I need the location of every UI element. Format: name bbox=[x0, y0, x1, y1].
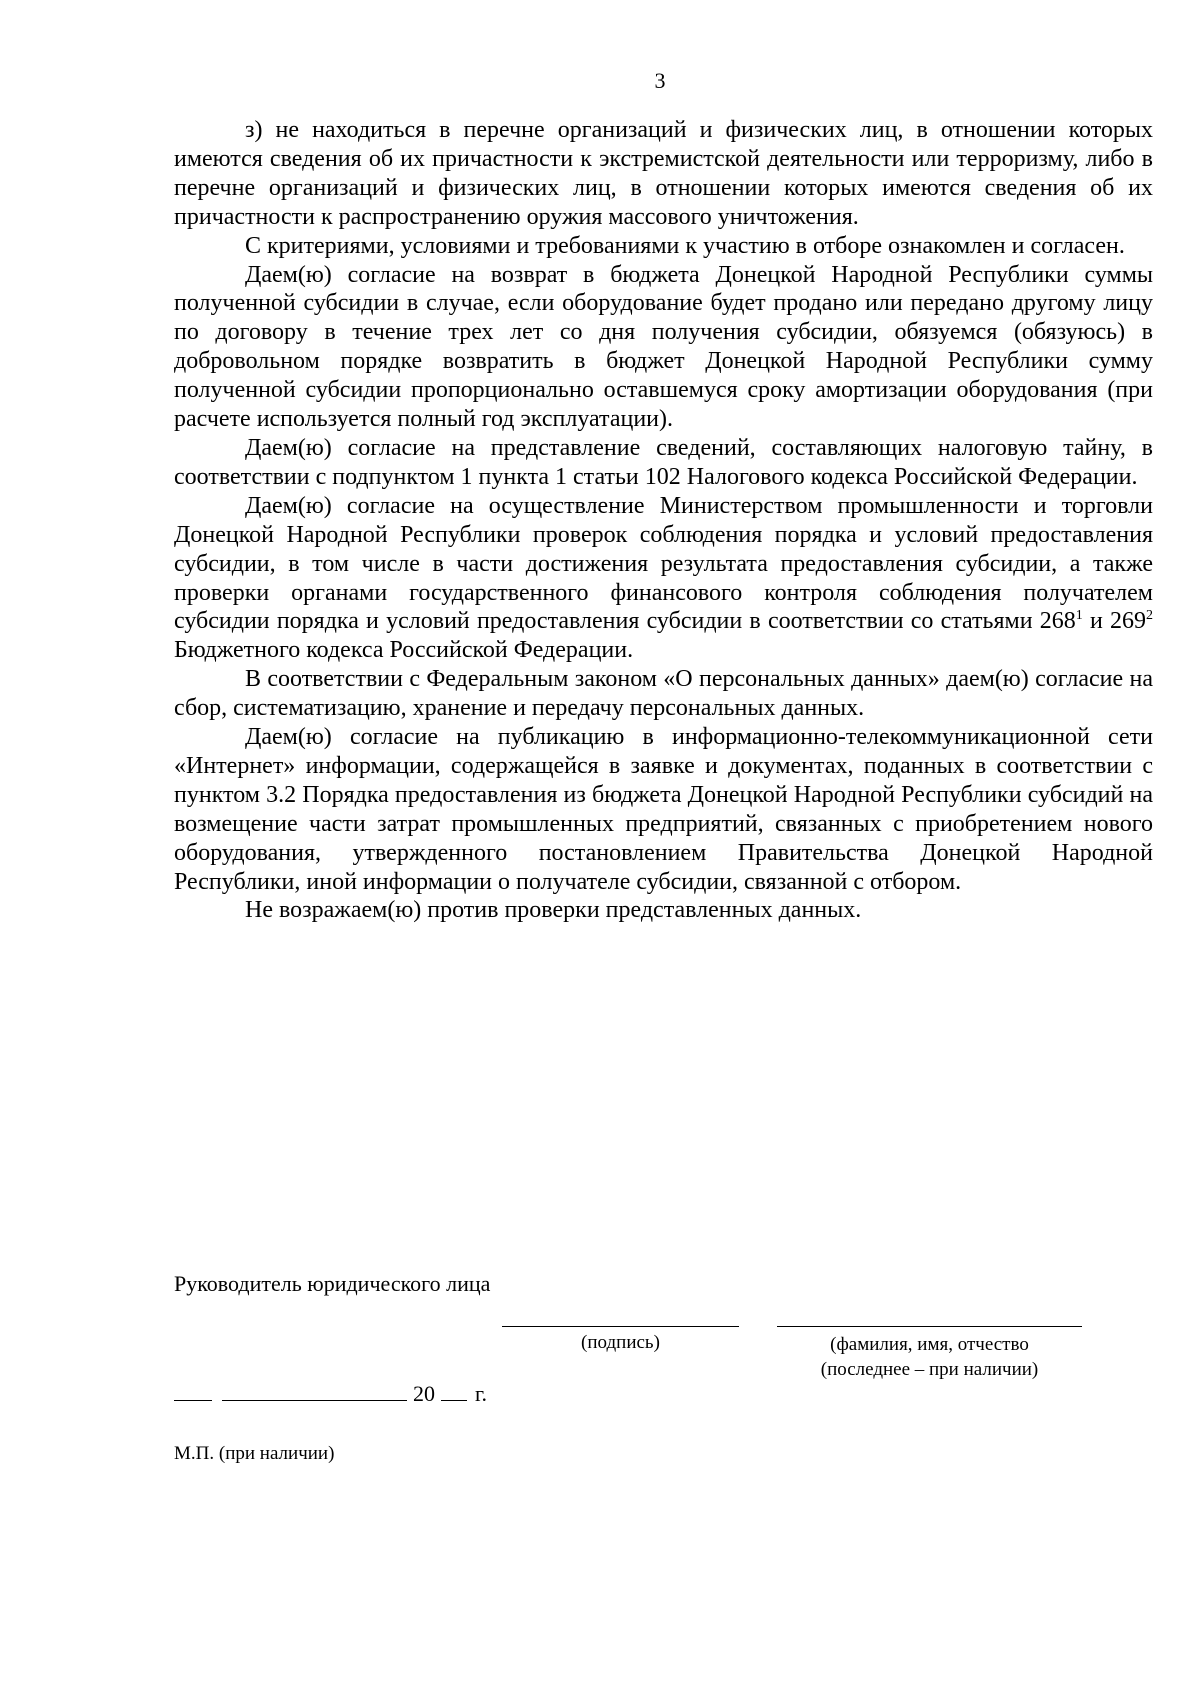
date-row bbox=[174, 1378, 487, 1409]
signature-caption: (подпись) bbox=[581, 1332, 660, 1353]
stamp-note: М.П. (при наличии) bbox=[174, 1443, 335, 1464]
paragraph-publication-consent: Даем(ю) согласие на публикацию в информационно-телекоммуникационной сети «Интернет» информации, содержащейся в заявке и документах, поданных в соответствии с пунктом 3.2 Порядка предоставления из бюджета Донецкой Народной Республики субсидий на возмещение части затрат промышленных предприятий, связанных с приобретением нового оборудования, утвержденного постановлением Правительства Донецкой Народной Республики, иной информации о получателе субсидии, связанной с отбором. bbox=[174, 724, 1153, 895]
footnote-mark-269: 2 bbox=[1146, 608, 1154, 624]
document-body bbox=[174, 116, 1153, 925]
page-number: 3 bbox=[654, 68, 666, 93]
inspection-text-a: Даем(ю) согласие на осуществление Министерством промышленности и торговли Донецкой Народной Республики проверок соблюдения порядка и условий предоставления субсидии, в том числе в части достижения результата предоставления субсидии, а также проверки органами государственного финансового контроля соблюдения получателем субсидии порядка и условий предоставления субсидии в соответствии со статьями 268 bbox=[174, 492, 1153, 635]
date-suffix: г. bbox=[475, 1381, 488, 1406]
paragraph-criteria-agreement: С критериями, условиями и требованиями к участию в отборе ознакомлен и согласен. bbox=[245, 232, 1125, 259]
paragraph-item-z: з) не находиться в перечне организаций и физических лиц, в отношении которых имеются сведения об их причастности к экстремистской деятельности или терроризму, либо в перечне организаций и физических лиц, в отношении которых имеются сведения об их причастности к распространению оружия массового уничтожения. bbox=[174, 117, 1153, 230]
paragraph-subsidy-return-consent: Даем(ю) согласие на возврат в бюджета Донецкой Народной Республики суммы полученной субсидии в случае, если оборудование будет продано или передано другому лицу по договору в течение трех лет со дня получения субсидии, обязуемся (обязуюсь) в добровольном порядке возвратить в бюджет Донецкой Народной Республики сумму полученной субсидии пропорционально оставшемуся сроку амортизации оборудования (при расчете используется полный год эксплуатации). bbox=[174, 261, 1153, 433]
paragraph-tax-secret-consent: Даем(ю) согласие на представление сведений, составляющих налоговую тайну, в соответствии с подпунктом 1 пункта 1 статьи 102 Налогового кодекса Российской Федерации. bbox=[174, 434, 1153, 490]
full-name-caption bbox=[777, 1332, 1082, 1382]
footnote-mark-268: 1 bbox=[1075, 608, 1083, 624]
paragraph-personal-data-consent: В соответствии с Федеральным законом «О персональных данных» даем(ю) согласие на сбор, систематизацию, хранение и передачу персональных данных. bbox=[174, 666, 1153, 722]
paragraph-verification-consent: Не возражаем(ю) против проверки представленных данных. bbox=[245, 897, 862, 924]
full-name-line bbox=[777, 1326, 1082, 1327]
signer-label: Руководитель юридического лица bbox=[174, 1271, 491, 1296]
signature-line bbox=[502, 1326, 739, 1327]
full-name-caption-line-2: (последнее – при наличии) bbox=[820, 1359, 1039, 1380]
full-name-caption-line-1: (фамилия, имя, отчество bbox=[830, 1334, 1029, 1355]
inspection-text-mid: и 269 bbox=[1082, 608, 1147, 635]
date-year-blank bbox=[441, 1378, 467, 1401]
date-month-blank bbox=[222, 1378, 407, 1401]
date-year-prefix: 20 bbox=[413, 1381, 435, 1406]
inspection-text-b: Бюджетного кодекса Российской Федерации. bbox=[174, 637, 634, 664]
date-day-blank bbox=[174, 1378, 212, 1401]
paragraph-inspection-consent bbox=[174, 492, 1153, 665]
